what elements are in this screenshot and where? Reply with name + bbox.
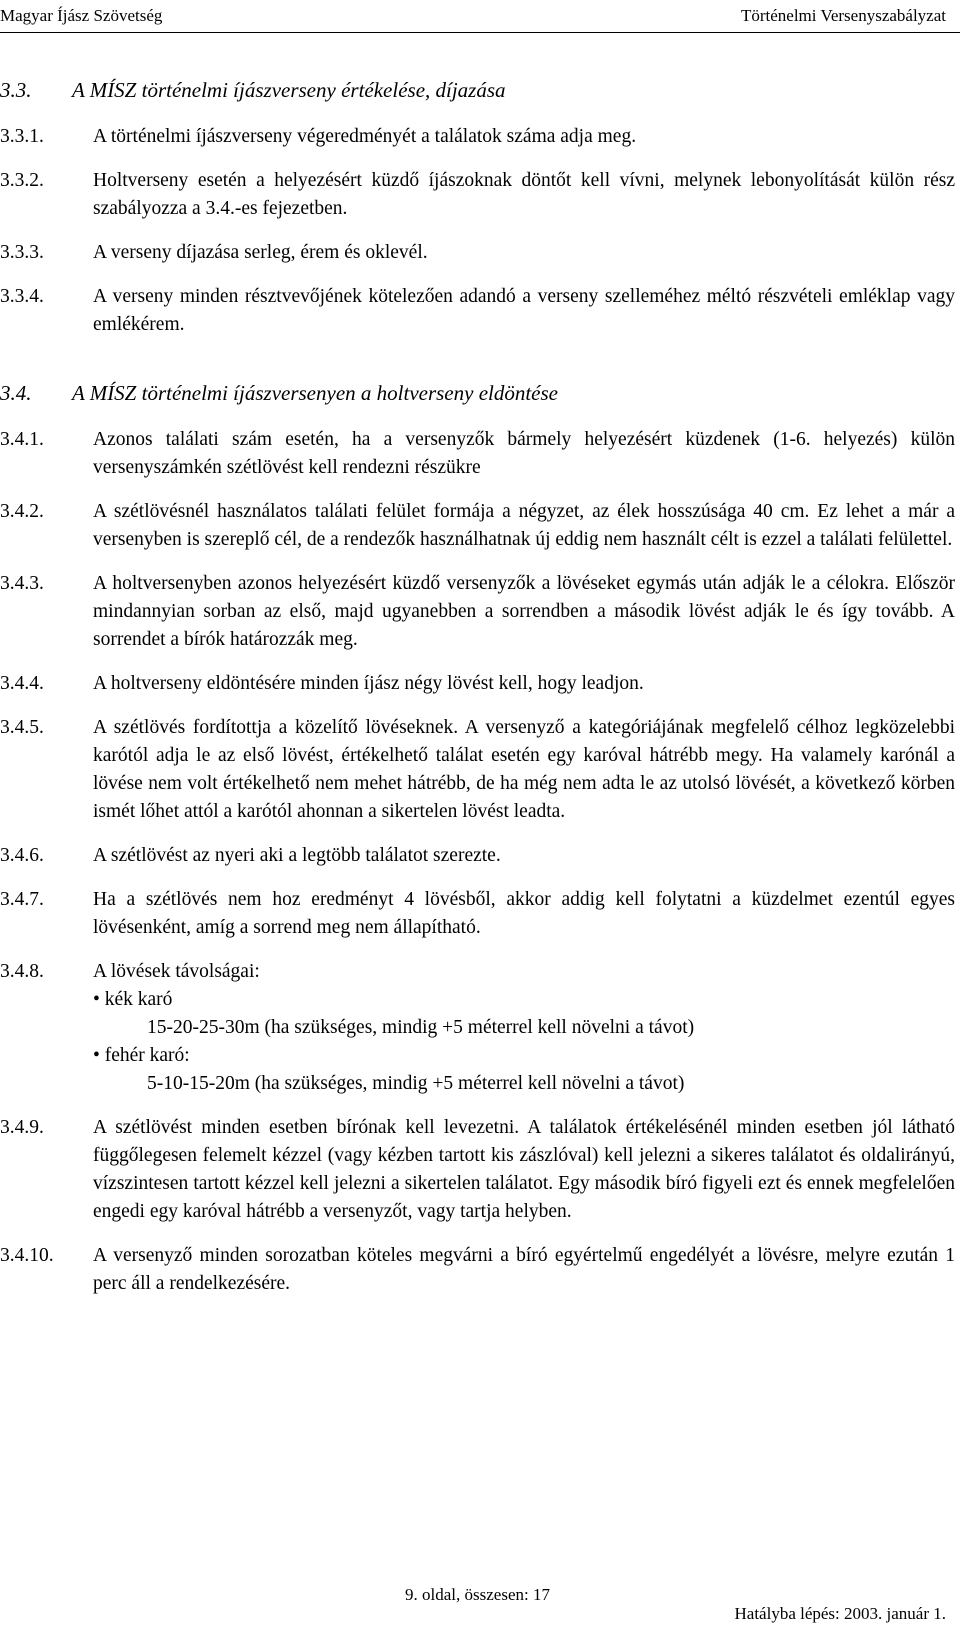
clause-3-4-6 (0, 842, 955, 870)
document-body (0, 70, 955, 1298)
clause-number: 3.4.6. (0, 845, 44, 866)
clause-text: Holtverseny esetén a helyezésért küzdő íjászoknak döntőt kell vívni, melynek lebonyolítását külön rész szabályozza a 3.4.-es fejezetben. (93, 170, 955, 219)
clause-3-4-9 (0, 1114, 955, 1226)
clause-text: Ha a szétlövés nem hoz eredményt 4 lövésből, akkor addig kell folytatni a küzdelmet ezentúl egyes lövésenként, amíg a sorrend meg nem állapítható. (93, 889, 955, 938)
clause-number: 3.4.2. (0, 501, 44, 522)
clause-3-3-2 (0, 167, 955, 223)
clause-text: A szétlövést minden esetben bírónak kell levezetni. A találatok értékelésénél minden esetben jól látható függőlegesen felemelt kézzel (vagy kézben tartott kis zászlóval) kell jelezni a sikeres találatot és oldalirányú, vízszintesen tartott kézzel kell jelezni a sikertelen találatot. Egy második bíró figyeli ezt és ennek megfelelően engedi egy karóval hátrébb a versenyzőt, vagy tartja helyben. (93, 1117, 955, 1222)
clause-text: A versenyző minden sorozatban köteles megvárni a bíró egyértelmű engedélyét a lövésre, melyre ezután 1 perc áll a rendelkezésére. (93, 1245, 955, 1294)
section-number: 3.4. (0, 381, 32, 405)
clause-text: A holtverseny eldöntésére minden íjász négy lövést kell, hogy leadjon. (93, 673, 644, 694)
clause-text: A történelmi íjászverseny végeredményét a találatok száma adja meg. (93, 126, 637, 147)
section-number: 3.3. (0, 78, 32, 102)
clause-3-4-5 (0, 714, 955, 826)
blue-stake-label: • kék karó (93, 989, 173, 1010)
clause-3-3-1 (0, 123, 955, 151)
clause-number: 3.3.3. (0, 242, 44, 263)
clause-text: A verseny minden résztvevőjének kötelezően adandó a verseny szelleméhez méltó részvételi emléklap vagy emlékérem. (93, 286, 955, 335)
section-heading-3-3 (0, 78, 955, 103)
clause-number: 3.3.2. (0, 170, 44, 191)
clause-text: A szétlövésnél használatos találati felület formája a négyzet, az élek hosszúsága 40 cm. Ez lehet a már a versenyben is szereplő cél, de a rendezők használhatnak új eddig nem használt célt is ezzel a találati felülettel. (93, 501, 955, 550)
clause-3-4-3 (0, 570, 955, 654)
clause-number: 3.4.8. (0, 961, 44, 982)
footer-page-number: 9. oldal, összesen: 17 (405, 1585, 550, 1604)
clause-3-4-2 (0, 498, 955, 554)
header-organization: Magyar Íjász Szövetség (0, 6, 163, 25)
clause-3-4-10 (0, 1242, 955, 1298)
footer-effective-date: Hatályba lépés: 2003. január 1. (734, 1604, 946, 1623)
clause-text: A verseny díjazása serleg, érem és oklevél. (93, 242, 428, 263)
clause-number: 3.4.4. (0, 673, 44, 694)
clause-text: Azonos találati szám esetén, ha a versenyzők bármely helyezésért küzdenek (1-6. helyezés) külön versenyszámkén szétlövést kell rendezni részükre (93, 429, 955, 478)
white-stake-distances: 5-10-15-20m (ha szükséges, mindig +5 méterrel kell növelni a távot) (147, 1073, 685, 1094)
blue-stake-distances: 15-20-25-30m (ha szükséges, mindig +5 méterrel kell növelni a távot) (147, 1017, 695, 1038)
clause-text: A holtversenyben azonos helyezésért küzdő versenyzők a lövéseket egymás után adják le a célokra. Először mindannyian sorban az első, majd ugyanebben a sorrendben a második lövést adják le és így tovább. A sorrendet a bírók határozzák meg. (93, 573, 955, 650)
clause-3-3-3 (0, 239, 955, 267)
distance-intro: A lövések távolságai: (93, 961, 260, 982)
clause-3-3-4 (0, 283, 955, 339)
section-title: A MÍSZ történelmi íjászversenyen a holtverseny eldöntése (72, 381, 558, 405)
clause-number: 3.4.1. (0, 429, 44, 450)
clause-number: 3.4.3. (0, 573, 44, 594)
clause-3-4-4 (0, 670, 955, 698)
clause-text: A szétlövés fordítottja a közelítő lövéseknek. A versenyző a kategóriájának megfelelő célhoz legközelebbi karótól adja le az első lövést, értékelhető találat esetén egy karóval hátrébb megy. Ha valamely karónál a lövése nem volt értékelhető nem mehet hátrébb, de ha még nem adta le az utolsó lövését, a következő körben ismét lőhet attól a karótól ahonnan a sikertelen lövést leadta. (93, 717, 955, 822)
white-stake-label: • fehér karó: (93, 1045, 190, 1066)
clause-text: A szétlövést az nyeri aki a legtöbb találatot szerezte. (93, 845, 501, 866)
clause-3-4-8 (0, 958, 955, 1098)
clause-number: 3.4.10. (0, 1245, 54, 1266)
section-heading-3-4 (0, 381, 955, 406)
clause-distance-list (93, 958, 955, 1098)
clause-number: 3.4.5. (0, 717, 44, 738)
clause-number: 3.4.7. (0, 889, 44, 910)
section-title: A MÍSZ történelmi íjászverseny értékelése, díjazása (72, 78, 506, 102)
clause-number: 3.3.1. (0, 126, 44, 147)
clause-3-4-1 (0, 426, 955, 482)
header-rule (0, 32, 960, 33)
clause-number: 3.4.9. (0, 1117, 44, 1138)
clause-number: 3.3.4. (0, 286, 44, 307)
clause-3-4-7 (0, 886, 955, 942)
header-document-title: Történelmi Versenyszabályzat (740, 6, 946, 25)
